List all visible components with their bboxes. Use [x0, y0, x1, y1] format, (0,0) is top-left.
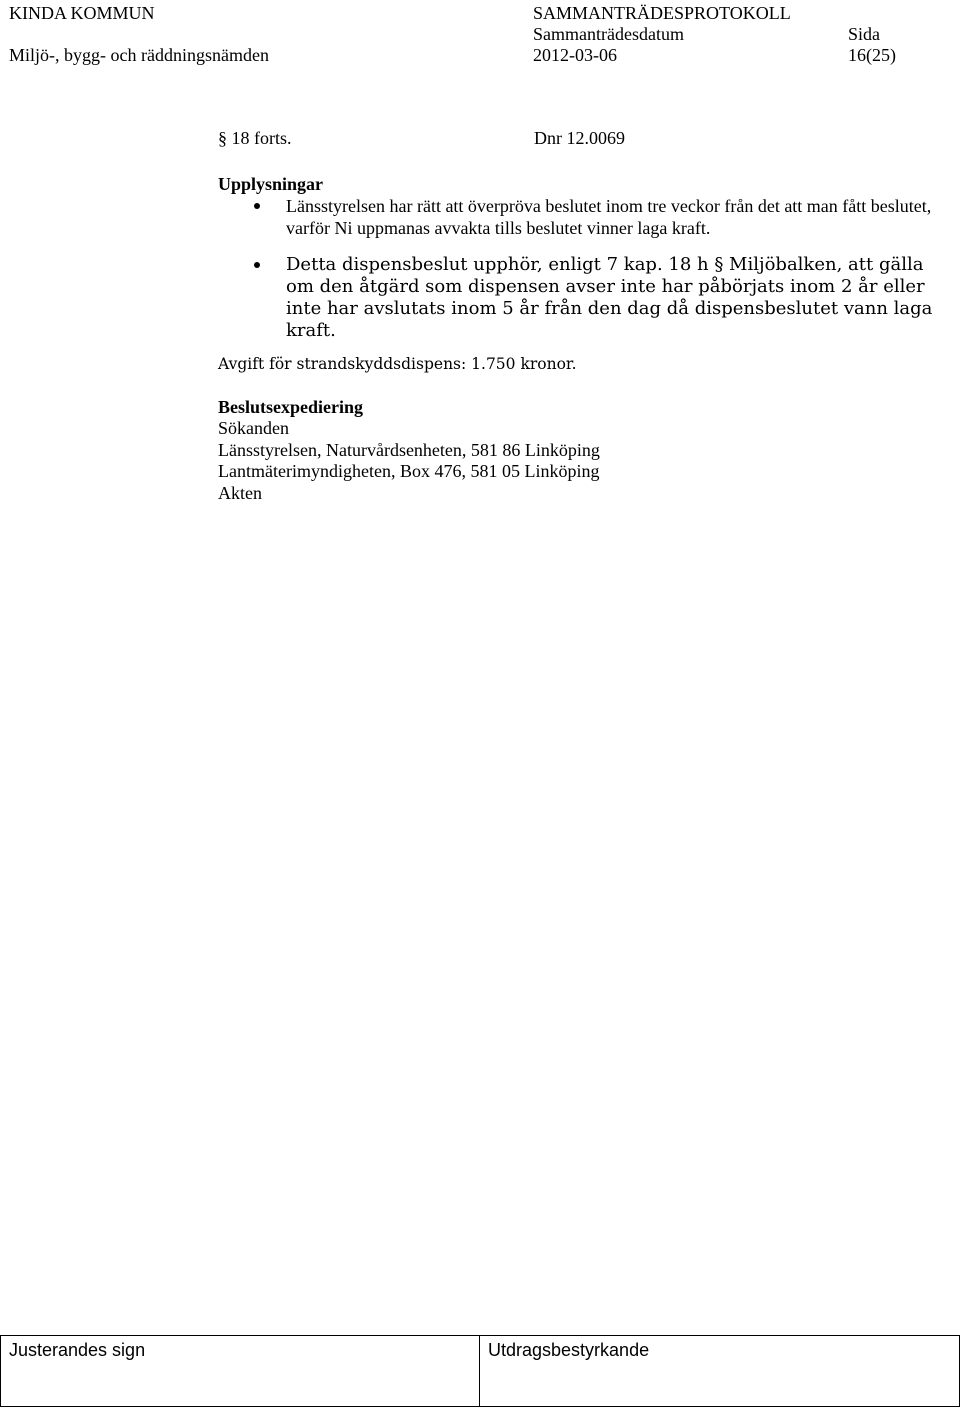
justerandes-sign-label: Justerandes sign	[9, 1340, 146, 1360]
dispatch-line: Sökanden	[218, 418, 289, 438]
info-list	[218, 195, 953, 342]
meeting-date: 2012-03-06	[533, 45, 617, 65]
signature-box-right	[480, 1336, 959, 1406]
page-label: Sida	[848, 24, 881, 44]
dispatch-line: Lantmäterimyndigheten, Box 476, 581 05 Linköping	[218, 461, 600, 481]
bullet-icon	[254, 203, 260, 209]
dnr-number: Dnr 12.0069	[534, 128, 625, 148]
dispatch-line: Akten	[218, 482, 262, 503]
page-number: 16(25)	[848, 45, 896, 65]
document-body	[218, 128, 953, 504]
utdragsbestyrkande-label: Utdragsbestyrkande	[488, 1340, 650, 1360]
reference-line	[218, 128, 953, 154]
dispatch-line: Länsstyrelsen, Naturvårdsenheten, 581 86 Linköping	[218, 439, 600, 460]
dispatch-list	[218, 418, 953, 504]
info-heading: Upplysningar	[218, 174, 324, 194]
list-item	[218, 254, 953, 342]
signature-footer	[0, 1335, 960, 1407]
section-reference: § 18 forts.	[218, 128, 292, 148]
fee-text: Avgift för strandskyddsdispens: 1.750 kronor.	[218, 355, 577, 373]
list-item-text: Detta dispensbeslut upphör, enligt 7 kap. 18 h § Miljöbalken, att gälla om den åtgärd som dispensen avser inte har påbörjats inom 2 år eller inte har avslutats inom 5 år från den dag då dispensbeslutet vann laga kraft.	[286, 254, 933, 341]
board-name: Miljö-, bygg- och räddningsnämden	[9, 45, 269, 65]
list-item-text: Länsstyrelsen har rätt att överpröva beslutet inom tre veckor från det att man fått beslutet, varför Ni uppmanas avvakta tills beslutet vinner laga kraft.	[286, 196, 932, 238]
doc-type: SAMMANTRÄDESPROTOKOLL	[533, 3, 791, 23]
list-item	[218, 195, 953, 239]
bullet-icon	[254, 262, 260, 268]
signature-box-left	[1, 1336, 480, 1406]
dispatch-heading: Beslutsexpediering	[218, 397, 364, 417]
org-name: KINDA KOMMUN	[9, 3, 155, 23]
date-label: Sammanträdesdatum	[533, 24, 684, 44]
